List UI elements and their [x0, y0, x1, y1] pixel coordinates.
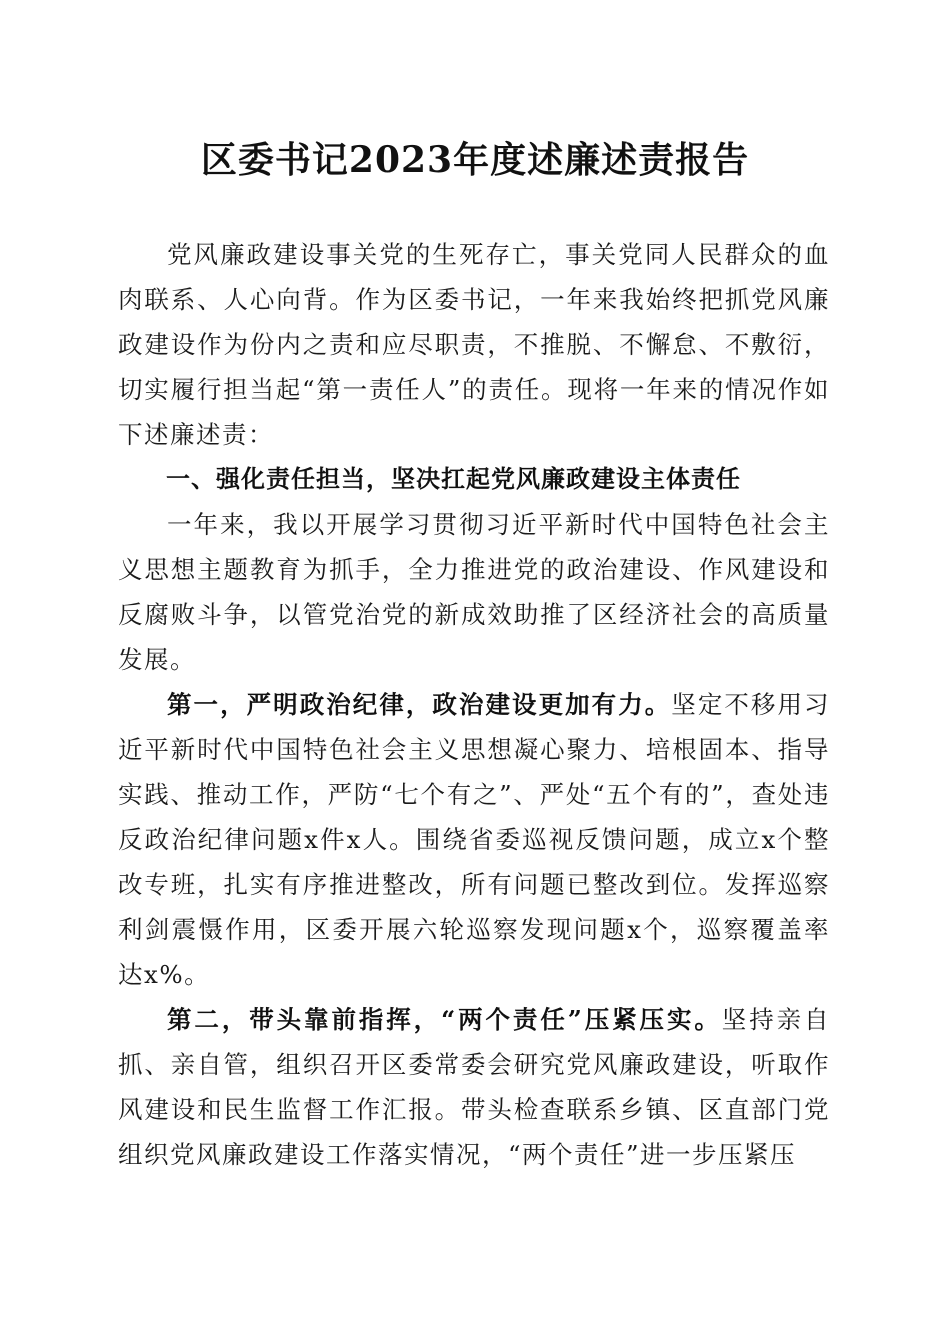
document-title: 区委书记2023年度述廉述责报告: [200, 139, 750, 181]
point-body-1: 坚定不移用习近平新时代中国特色社会主义思想凝心聚力、培根固本、指导实践、推动工作，严防“七个有之”、严处“五个有的”，查处违反政治纪律问题x件x人。围绕省委巡视反馈问题，成立x个整改专班，扎实有序推进整改，所有问题已整改到位。发挥巡察利剑震慑作用，区委开展六轮巡察发现问题x个，巡察覆盖率达x%。: [118, 690, 831, 989]
point-lead-2: 第二，带头靠前指挥，“两个责任”压紧压实。: [167, 1005, 722, 1034]
document-body: [118, 232, 830, 1177]
point-paragraph-2: [118, 997, 830, 1177]
intro-paragraph: 党风廉政建设事关党的生死存亡，事关党同人民群众的血肉联系、人心向背。作为区委书记，一年来我始终把抓党风廉政建设作为份内之责和应尽职责，不推脱、不懈怠、不敷衍，切实履行担当起“第一责任人”的责任。现将一年来的情况作如下述廉述责：: [118, 240, 830, 449]
point-paragraph-1: [118, 682, 830, 997]
section-summary-paragraph: 一年来，我以开展学习贯彻习近平新时代中国特色社会主义思想主题教育为抓手，全力推进党的政治建设、作风建设和反腐败斗争，以管党治党的新成效助推了区经济社会的高质量发展。: [118, 510, 830, 674]
section-heading: 一、强化责任担当，坚决扛起党风廉政建设主体责任: [166, 465, 741, 493]
point-body-2: 坚持亲自抓、亲自管，组织召开区委常委会研究党风廉政建设，听取作风建设和民生监督工作汇报。带头检查联系乡镇、区直部门党组织党风廉政建设工作落实情况，“两个责任”进一步压紧压: [118, 1005, 831, 1169]
point-lead-1: 第一，严明政治纪律，政治建设更加有力。: [167, 690, 672, 719]
